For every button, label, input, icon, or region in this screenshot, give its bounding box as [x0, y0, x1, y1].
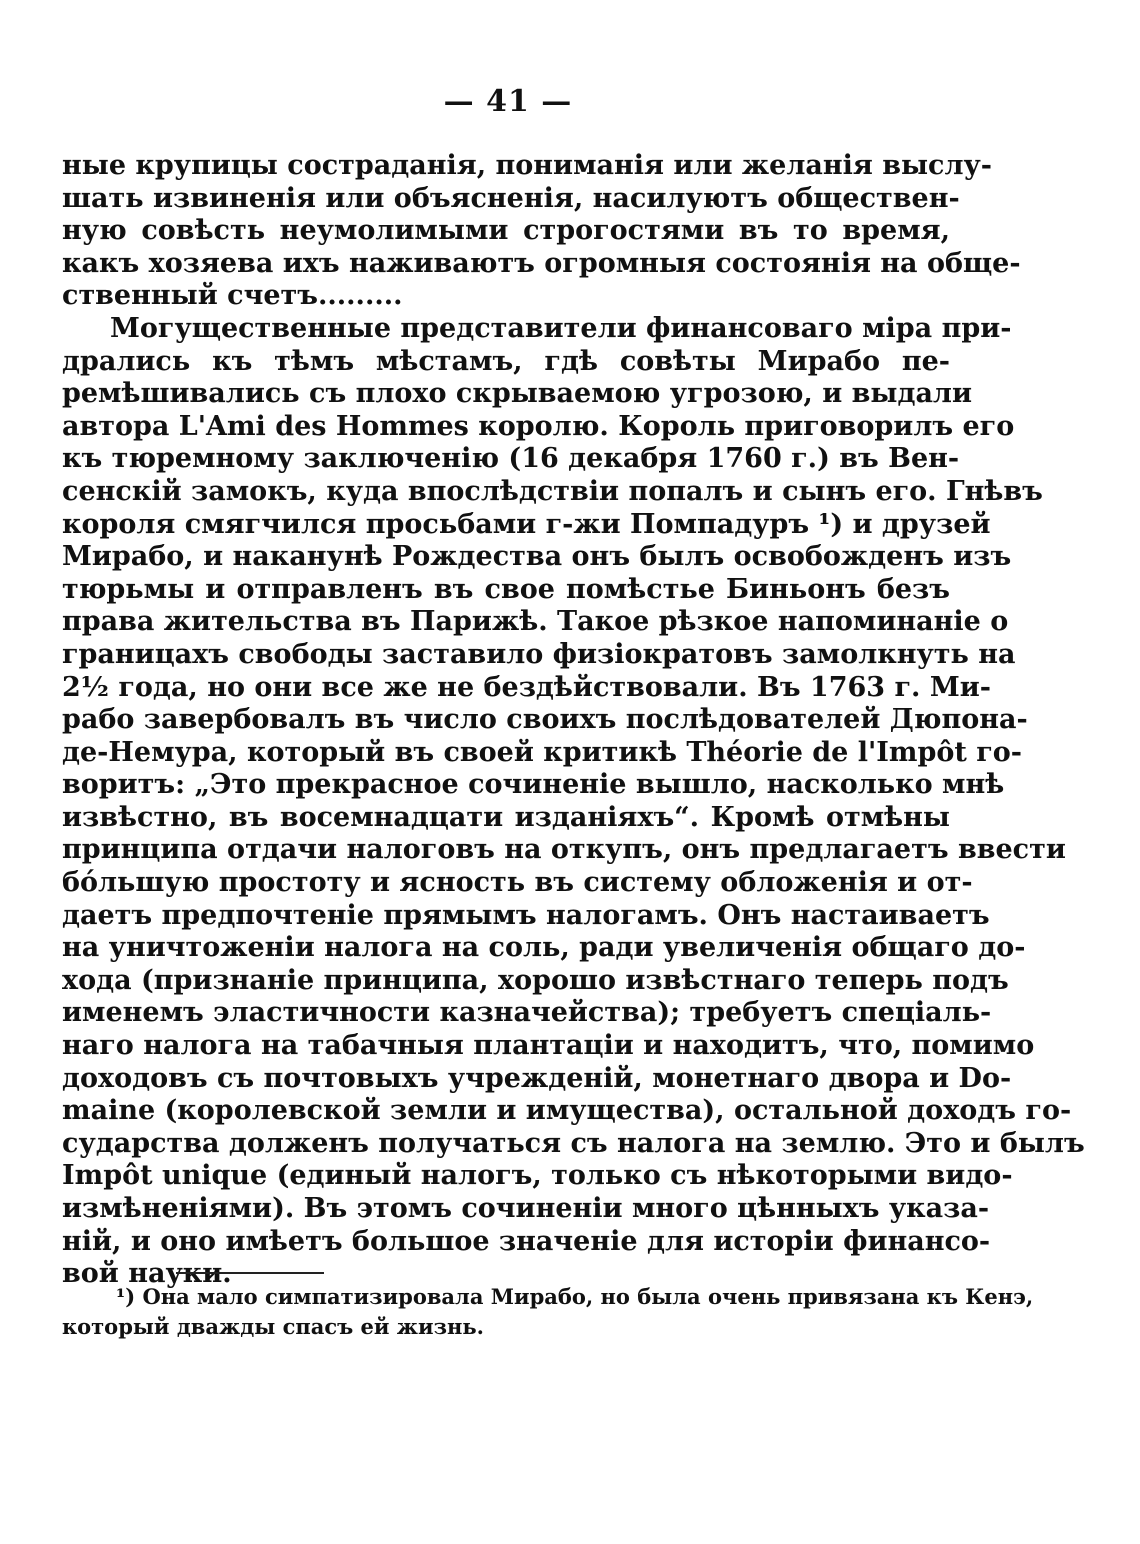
text-line: ные крупицы состраданія, пониманія или желанія выслу- — [62, 150, 993, 181]
text-line: рабо завербовалъ въ число своихъ послѣдователей Дюпона- — [62, 704, 1028, 736]
text-line: ремѣшивались съ плохо скрываемою угрозою, и выдали — [62, 378, 972, 410]
text-line: какъ хозяева ихъ наживаютъ огромныя состоянія на обще- — [62, 247, 1021, 279]
text-line: сударства долженъ получаться съ налога на землю. Это и былъ — [62, 1127, 1085, 1159]
text-line: права жительства въ Парижѣ. Такое рѣзкое напоминаніе о — [62, 606, 1009, 638]
text-line: дрались къ тѣмъ мѣстамъ, гдѣ совѣты Мирабо пе- — [62, 345, 950, 377]
text-line: сенскій замокъ, куда впослѣдствіи попалъ и сынъ его. Гнѣвъ — [62, 475, 1043, 507]
paragraph-2 — [62, 312, 1085, 1291]
text-line: на уничтоженіи налога на соль, ради увеличенія общаго до- — [62, 932, 1026, 964]
text-line: автора L'Ami des Hommes королю. Король приговорилъ его — [62, 410, 1015, 442]
text-line: ственный счетъ......... — [62, 280, 403, 312]
text-line: ную совѣсть неумолимыми строгостями въ то время, — [62, 215, 950, 247]
text-line: извѣстно, въ восемнадцати изданіяхъ“. Кромѣ отмѣны — [62, 801, 950, 833]
text-line: шать извиненія или объясненія, насилуютъ обществен- — [62, 182, 960, 214]
text-line: Могущественные представители финансоваго міра при- — [110, 312, 1012, 344]
text-line: вой науки. — [62, 1258, 232, 1290]
text-line: тюрьмы и отправленъ въ свое помѣстье Биньонъ безъ — [62, 573, 950, 605]
text-line: короля смягчился просьбами г-жи Помпадуръ ¹) и друзей — [62, 508, 991, 540]
text-line: измѣненіями). Въ этомъ сочиненіи много цѣнныхъ указа- — [62, 1193, 990, 1224]
text-line: maine (королевской земли и имущества), остальной доходъ го- — [62, 1095, 1072, 1127]
text-line: воритъ: „Это прекрасное сочиненіе вышло, насколько мнѣ — [62, 769, 1005, 801]
footnote-line: который дважды спасъ ей жизнь. — [62, 1314, 484, 1339]
footnote-line: ¹) Она мало симпатизировала Мирабо, но была очень привязана къ Кенэ, — [116, 1284, 1034, 1309]
text-line: де-Немура, который въ своей критикѣ Théorie de l'Impôt го- — [62, 736, 1022, 768]
footnotes — [62, 1282, 1034, 1342]
text-line: Мирабо, и наканунѣ Рождества онъ былъ освобожденъ изъ — [62, 541, 1012, 573]
text-line: Impôt unique (единый налогъ, только съ нѣкоторыми видо- — [62, 1160, 1013, 1192]
text-line: наго налога на табачныя плантаціи и находитъ, что, помимо — [62, 1030, 1035, 1062]
text-line: 2½ года, но они все же не бездѣйствовали. Въ 1763 г. Ми- — [62, 671, 991, 703]
text-line: принципа отдачи налоговъ на откупъ, онъ предлагаетъ ввести — [62, 834, 1066, 866]
text-line: хода (признаніе принципа, хорошо извѣстнаго теперь подъ — [62, 964, 1009, 996]
page-number: — 41 — — [443, 84, 573, 119]
text-line: бóльшую простоту и ясность въ систему обложенія и от- — [62, 867, 973, 899]
text-line: ній, и оно имѣетъ большое значеніе для исторіи финансо- — [62, 1225, 991, 1257]
text-line: даетъ предпочтеніе прямымъ налогамъ. Онъ настаиваетъ — [62, 899, 990, 931]
text-line: границахъ свободы заставило физіократовъ замолкнуть на — [62, 638, 1016, 670]
text-line: къ тюремному заключенію (16 декабря 1760 г.) въ Вен- — [62, 443, 960, 475]
text-line: доходовъ съ почтовыхъ учрежденій, монетнаго двора и Do- — [62, 1062, 1012, 1094]
footnote-divider — [176, 1272, 324, 1274]
text-line: именемъ эластичности казначейства); требуетъ спеціаль- — [62, 997, 992, 1029]
body-text — [62, 150, 1085, 1291]
paragraph-1 — [62, 150, 1021, 313]
